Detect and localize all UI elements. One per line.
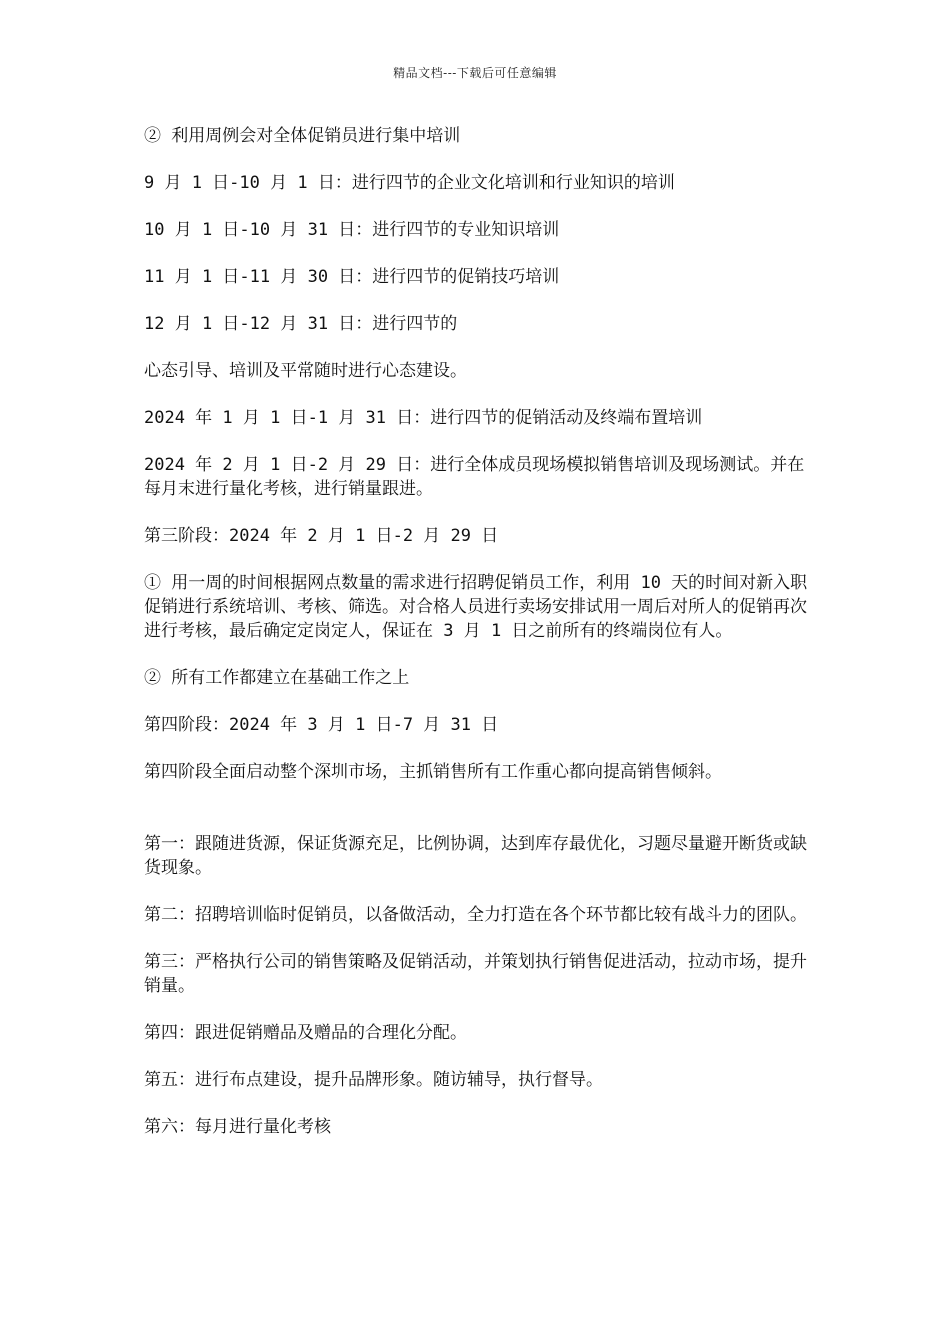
paragraph-oct-training: 10 月 1 日-10 月 31 日：进行四节的专业知识培训 (144, 220, 560, 240)
paragraph-item-four: 第四：跟进促销赠品及赠品的合理化分配。 (144, 1023, 467, 1043)
paragraph-mindset: 心态引导、培训及平常随时进行心态建设。 (144, 361, 467, 381)
paragraph-recruitment: ① 用一周的时间根据网点数量的需求进行招聘促销员工作，利用 10 天的时间对新入职促销进行系统培训、考核、筛选。对合格人员进行卖场安排试用一周后对所人的促销再次进行考核，最后确定定岗定人，保证在 3 月 1 日之前所有的终端岗位有人。 (144, 573, 808, 641)
paragraph-item-five: 第五：进行布点建设，提升品牌形象。随访辅导，执行督导。 (144, 1070, 603, 1090)
paragraph-weekly-training: ② 利用周例会对全体促销员进行集中培训 (144, 126, 461, 146)
paragraph-item-one: 第一：跟随进货源，保证货源充足，比例协调，达到库存最优化，习题尽量避开断货或缺货现象。 (144, 834, 807, 878)
paragraph-item-six: 第六：每月进行量化考核 (144, 1117, 331, 1137)
paragraph-dec-training: 12 月 1 日-12 月 31 日：进行四节的 (144, 314, 458, 334)
page-header: 精品文档---下载后可任意编辑 (393, 66, 557, 80)
paragraph-jan-training: 2024 年 1 月 1 日-1 月 31 日：进行四节的促销活动及终端布置培训 (144, 408, 703, 428)
paragraph-phase-four-launch: 第四阶段全面启动整个深圳市场，主抓销售所有工作重心都向提高销售倾斜。 (144, 762, 722, 782)
document-body (144, 124, 810, 1162)
paragraph-nov-training: 11 月 1 日-11 月 30 日：进行四节的促销技巧培训 (144, 267, 560, 287)
paragraph-phase-three: 第三阶段：2024 年 2 月 1 日-2 月 29 日 (144, 526, 499, 546)
paragraph-foundation: ② 所有工作都建立在基础工作之上 (144, 668, 410, 688)
paragraph-item-three: 第三：严格执行公司的销售策略及促销活动，并策划执行销售促进活动，拉动市场，提升销量。 (144, 952, 807, 996)
paragraph-sep-training: 9 月 1 日-10 月 1 日：进行四节的企业文化培训和行业知识的培训 (144, 173, 675, 193)
paragraph-item-two: 第二：招聘培训临时促销员，以备做活动，全力打造在各个环节都比较有战斗力的团队。 (144, 905, 807, 925)
paragraph-phase-four: 第四阶段：2024 年 3 月 1 日-7 月 31 日 (144, 715, 499, 735)
paragraph-feb-training: 2024 年 2 月 1 日-2 月 29 日：进行全体成员现场模拟销售培训及现场测试。并在每月末进行量化考核，进行销量跟进。 (144, 455, 805, 499)
